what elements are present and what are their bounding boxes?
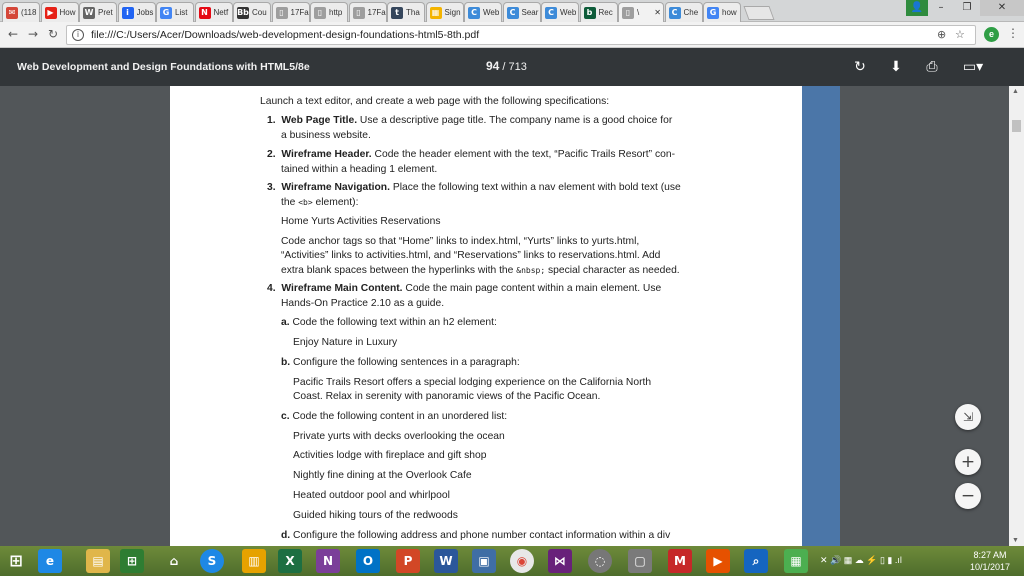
code-text: <b> (298, 198, 313, 207)
scroll-thumb[interactable] (1012, 120, 1021, 132)
browser-tab[interactable] (118, 2, 156, 22)
reload-icon[interactable]: ↻ (48, 27, 59, 41)
anchor-line: Code anchor tags so that “Home” links to index.html, “Yurts” links to yurts.html, (281, 236, 640, 247)
item-continuation (281, 196, 358, 209)
google-icon: G (707, 7, 719, 19)
excel-icon[interactable]: X (278, 549, 302, 573)
tab-label: \ (637, 8, 640, 17)
tab-label: how (722, 8, 737, 17)
page-separator: / (502, 61, 506, 73)
browser-tab[interactable] (156, 2, 194, 22)
fit-page-button[interactable]: ⇲ (955, 404, 981, 430)
tab-label: Sign (444, 8, 461, 17)
browser-tab[interactable] (79, 2, 117, 22)
sub-label: b. (281, 357, 291, 368)
item-continuation: Hands-On Practice 2.10 as a guide. (281, 298, 445, 309)
close-window-button[interactable]: ✕ (980, 0, 1024, 16)
outlook-icon[interactable]: O (356, 549, 380, 573)
zoom-in-button[interactable]: + (955, 449, 981, 475)
item-number: 1. (267, 115, 276, 126)
clock-date: 10/1/2017 (969, 562, 1011, 572)
tab-label: Sear (521, 8, 539, 17)
notes-icon[interactable]: ▥ (242, 549, 266, 573)
total-pages: 713 (508, 61, 527, 73)
list-item (267, 282, 661, 295)
document-title: Web Development and Design Foundations with HTML5/8e (17, 61, 310, 73)
tab-label: Web (560, 8, 577, 17)
item-text: Place the following text within a nav element with bold text (use (389, 182, 681, 193)
tab-label: Rec (598, 8, 613, 17)
item-continuation: a business website. (281, 130, 371, 141)
ul-item: Heated outdoor pool and whirlpool (293, 490, 450, 501)
tab-label: 17Fa (290, 8, 309, 17)
scrollbar[interactable] (1009, 86, 1024, 546)
current-page-number[interactable]: 94 (486, 59, 500, 73)
chegg-icon: C (507, 7, 519, 19)
paragraph-line: Pacific Trails Resort offers a special lodging experience on the California North (293, 377, 652, 388)
text: the (281, 197, 299, 208)
browser-tab[interactable] (703, 2, 741, 22)
word-icon[interactable]: W (434, 549, 458, 573)
tab-label: 17Fa (367, 8, 386, 17)
tab-label: (118 (21, 8, 37, 17)
item-text: Code the main page content within a main element. Use (402, 283, 662, 294)
browser-tab[interactable] (195, 2, 233, 22)
wikipedia-icon: W (84, 7, 94, 17)
sub-text: Configure the following sentences in a paragraph: (290, 357, 520, 368)
text: extra blank spaces between the hyperlinks with the (281, 265, 517, 276)
restore-button[interactable]: ❐ (962, 2, 972, 13)
sub-label: d. (281, 530, 291, 541)
tab-label: Netf (213, 8, 229, 17)
page-icon: ▯ (353, 7, 365, 19)
extension-icon[interactable]: e (984, 27, 999, 42)
tab-label: Cou (252, 8, 267, 17)
rotate-icon[interactable]: ↻ (854, 59, 866, 75)
item-text: Use a descriptive page title. The company name is a good choice for (357, 115, 673, 126)
intro-text: Launch a text editor, and create a web page with the following specifications: (260, 96, 610, 107)
text: special character as needed. (545, 265, 680, 276)
address-bar (0, 22, 1024, 48)
search-icon[interactable]: ⌕ (744, 549, 768, 573)
blackboard-icon: Bb (237, 7, 249, 17)
back-icon[interactable]: ← (8, 27, 19, 41)
tab-strip (0, 0, 1024, 22)
youtube-icon: ▶ (45, 7, 57, 19)
item-heading: Wireframe Header. (281, 149, 372, 160)
onenote-icon[interactable]: N (316, 549, 340, 573)
zoom-icon[interactable]: ⊕ (937, 28, 947, 41)
mcafee-icon[interactable]: M (668, 549, 692, 573)
sub-text: Configure the following address and phone number contact information within a div (290, 530, 671, 541)
close-tab-icon[interactable]: ✕ (654, 8, 661, 17)
browser-tab[interactable] (349, 2, 387, 22)
pdf-page (170, 86, 802, 546)
clock-time: 8:27 AM (973, 550, 1007, 560)
zoom-out-button[interactable]: − (955, 483, 981, 509)
browser-tab[interactable] (503, 2, 541, 22)
powerpoint-icon[interactable]: P (396, 549, 420, 573)
window-controls (906, 0, 1024, 16)
chegg-icon: C (669, 7, 681, 19)
browser-tab[interactable] (233, 2, 271, 22)
google-icon: G (160, 7, 172, 19)
ul-item: Guided hiking tours of the redwoods (293, 510, 458, 521)
paragraph-line: Coast. Relax in serenity with panoramic views of the Pacific Ocean. (293, 391, 601, 402)
browser-tab[interactable] (541, 2, 579, 22)
chegg-icon: C (468, 7, 480, 19)
print-icon[interactable]: ⎙ (926, 59, 938, 75)
pdf-toolbar (0, 48, 1024, 86)
anchor-line: “Activities” links to activities.html, and “Reservations” links to reservations.html. Add (281, 250, 661, 261)
file-explorer-icon[interactable]: ▤ (86, 549, 110, 573)
windows-start-icon[interactable]: ⊞ (9, 551, 23, 570)
chegg-icon: C (545, 7, 557, 19)
sub-item (281, 356, 520, 369)
list-item (267, 114, 672, 127)
store-icon[interactable]: ⊞ (120, 549, 144, 573)
url-input[interactable] (66, 25, 976, 45)
new-tab-button[interactable] (743, 6, 774, 20)
system-tray[interactable]: ✕ 🔊 ▦ ☁ ⚡ ▯ ▮ .ıl (820, 555, 902, 565)
page-indicator (486, 59, 527, 73)
scroll-up-icon[interactable]: ▲ (1012, 88, 1019, 95)
item-heading: Wireframe Main Content. (281, 283, 403, 294)
bookmark-star-icon[interactable]: ☆ (955, 28, 965, 41)
tab-list (2, 2, 772, 22)
tab-label: Tha (406, 8, 420, 17)
browser-tab[interactable] (464, 2, 502, 22)
ul-item: Nightly fine dining at the Overlook Cafe (293, 470, 472, 481)
sub-text: Code the following text within an h2 element: (289, 317, 497, 328)
sub-text: Code the following content in an unordered list: (289, 411, 508, 422)
page-icon: ▯ (314, 7, 326, 19)
tab-label: Jobs (136, 8, 154, 17)
ul-item: Private yurts with decks overlooking the ocean (293, 431, 505, 442)
url-text[interactable]: file:///C:/Users/Acer/Downloads/web-development-design-foundations-html5-8th.pdf (91, 29, 480, 41)
forward-icon[interactable]: → (28, 27, 39, 41)
side-panel (802, 86, 840, 546)
code-text: &nbsp; (516, 266, 546, 275)
anchor-line (281, 264, 680, 277)
item-number: 4. (267, 283, 276, 294)
app-icon[interactable]: ◌ (588, 549, 612, 573)
download-icon[interactable]: ⬇ (890, 59, 902, 75)
browser-tab[interactable] (310, 2, 348, 22)
item-continuation: tained within a heading 1 element. (281, 164, 438, 175)
scroll-down-icon[interactable]: ▼ (1012, 537, 1019, 544)
profile-icon[interactable]: 👤 (906, 0, 928, 16)
tab-label: How (59, 8, 76, 17)
item-heading: Wireframe Navigation. (281, 182, 390, 193)
taskbar (0, 546, 1024, 576)
browser-tab[interactable] (618, 2, 664, 22)
info-icon[interactable]: i (72, 29, 84, 41)
home-icon[interactable]: ⌂ (169, 554, 179, 568)
nav-text: Home Yurts Activities Reservations (281, 216, 441, 227)
item-number: 2. (267, 149, 276, 160)
browser-tab[interactable] (580, 2, 618, 22)
pdf-viewer (0, 86, 1024, 546)
list-item (267, 148, 675, 161)
sub-item (281, 316, 497, 329)
app-icon[interactable]: ▢ (628, 549, 652, 573)
page-icon: ▯ (276, 7, 288, 19)
tumblr-icon: t (391, 7, 403, 19)
indeed-icon: i (122, 7, 134, 19)
bing-icon: b (584, 7, 596, 19)
app-icon[interactable]: ▦ (784, 549, 808, 573)
edge-icon[interactable]: e (38, 549, 62, 573)
tab-label: Web (483, 8, 500, 17)
item-number: 3. (267, 182, 276, 193)
browser-tab[interactable] (2, 2, 40, 22)
list-item (267, 181, 681, 194)
sub-item (281, 410, 507, 423)
minimize-button[interactable]: – (938, 2, 944, 13)
item-text: Code the header element with the text, “Pacific Trails Resort” con- (371, 149, 675, 160)
tab-label: List (175, 8, 188, 17)
menu-icon[interactable]: ⋮ (1007, 26, 1019, 40)
page-icon: ▯ (622, 7, 634, 19)
tab-label: Pret (98, 8, 113, 17)
ul-item: Activities lodge with fireplace and gift shop (293, 450, 487, 461)
photos-icon[interactable]: ▣ (472, 549, 496, 573)
item-heading: Web Page Title. (281, 115, 358, 126)
gmail-icon: ✉ (6, 7, 18, 19)
visual-studio-icon[interactable]: ⋈ (548, 549, 572, 573)
netflix-icon: N (199, 7, 211, 19)
skype-icon[interactable]: S (200, 549, 224, 573)
sub-item (281, 529, 670, 542)
browser-tab[interactable] (665, 2, 703, 22)
h2-content: Enjoy Nature in Luxury (293, 337, 398, 348)
sub-label: c. (281, 411, 290, 422)
sub-label: a. (281, 317, 290, 328)
grid-icon: ▦ (430, 7, 442, 19)
browser-tab[interactable] (272, 2, 310, 22)
text: element): (312, 197, 359, 208)
clock[interactable] (960, 549, 1020, 573)
chrome-icon[interactable]: ◉ (510, 549, 534, 573)
tab-label: http (329, 8, 343, 17)
browser-tab[interactable] (41, 2, 79, 22)
bookmark-menu-icon[interactable]: ▭▾ (962, 59, 984, 75)
browser-tab[interactable] (426, 2, 464, 22)
media-player-icon[interactable]: ▶ (706, 549, 730, 573)
browser-tab[interactable] (387, 2, 425, 22)
tab-label: Che (683, 8, 699, 17)
